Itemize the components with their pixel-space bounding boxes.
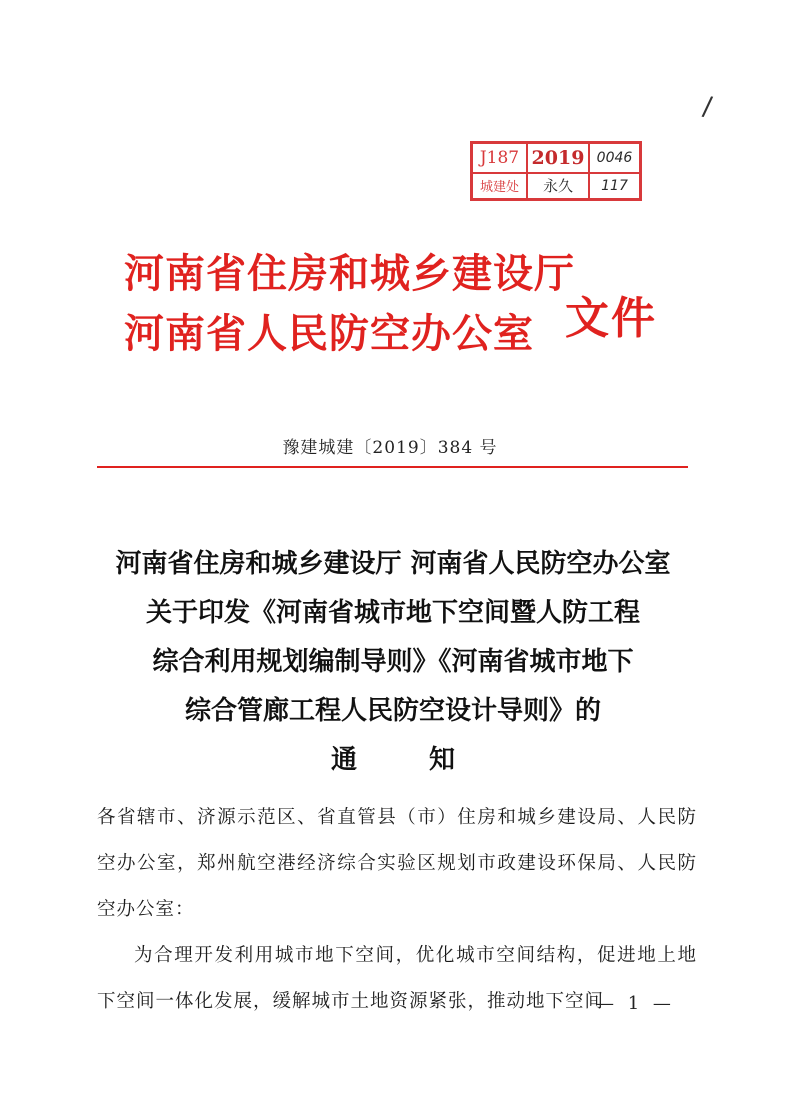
- stamp-code: J187: [479, 148, 520, 168]
- intro-paragraph: 为合理开发利用城市地下空间，优化城市空间结构，促进地上地下空间一体化发展，缓解城市土地资源紧张，推动地下空间: [97, 945, 697, 1012]
- title-line-3: 综合利用规划编制导则》《河南省城市地下: [152, 647, 634, 677]
- stamp-code-cell: [473, 144, 528, 172]
- stamp-serial-cell: [590, 144, 639, 172]
- masthead-suffix: 文件: [565, 293, 657, 344]
- masthead-issuers: [124, 244, 575, 364]
- stamp-retention-cell: [528, 172, 590, 199]
- stamp-department: 城建处: [479, 180, 519, 195]
- stamp-year-cell: [528, 144, 590, 172]
- stamp-volume: 117: [601, 177, 628, 194]
- stamp-retention: 永久: [542, 177, 573, 195]
- addressee-paragraph: 各省辖市、济源示范区、省直管县（市）住房和城乡建设局、人民防空办公室，郑州航空港经济综合实验区规划市政建设环保局、人民防空办公室：: [97, 807, 697, 920]
- stamp-year: 2019: [531, 147, 585, 169]
- title-line-4: 综合管廊工程人民防空设计导则》的: [184, 696, 601, 726]
- document-title: [0, 540, 786, 785]
- red-separator-line: [97, 466, 688, 468]
- stamp-serial: 0046: [596, 150, 633, 166]
- stamp-department-cell: [473, 172, 528, 199]
- body-text: [97, 795, 697, 1025]
- document-number: 豫建城建〔2019〕384 号: [282, 438, 498, 458]
- page-number: — 1 —: [596, 993, 675, 1014]
- masthead-issuer-2: 河南省人民防空办公室: [124, 311, 534, 357]
- stamp-row-bottom: [473, 172, 639, 199]
- masthead-issuer-1: 河南省住房和城乡建设厅: [124, 251, 575, 297]
- title-line-1: 河南省住房和城乡建设厅 河南省人民防空办公室: [115, 549, 671, 579]
- stamp-volume-cell: [590, 172, 639, 199]
- title-notice: 通知: [330, 745, 527, 775]
- handwritten-corner-mark: /: [700, 91, 714, 123]
- title-line-2: 关于印发《河南省城市地下空间暨人防工程: [145, 598, 640, 628]
- stamp-row-top: [473, 144, 639, 174]
- registration-stamp: [470, 141, 642, 201]
